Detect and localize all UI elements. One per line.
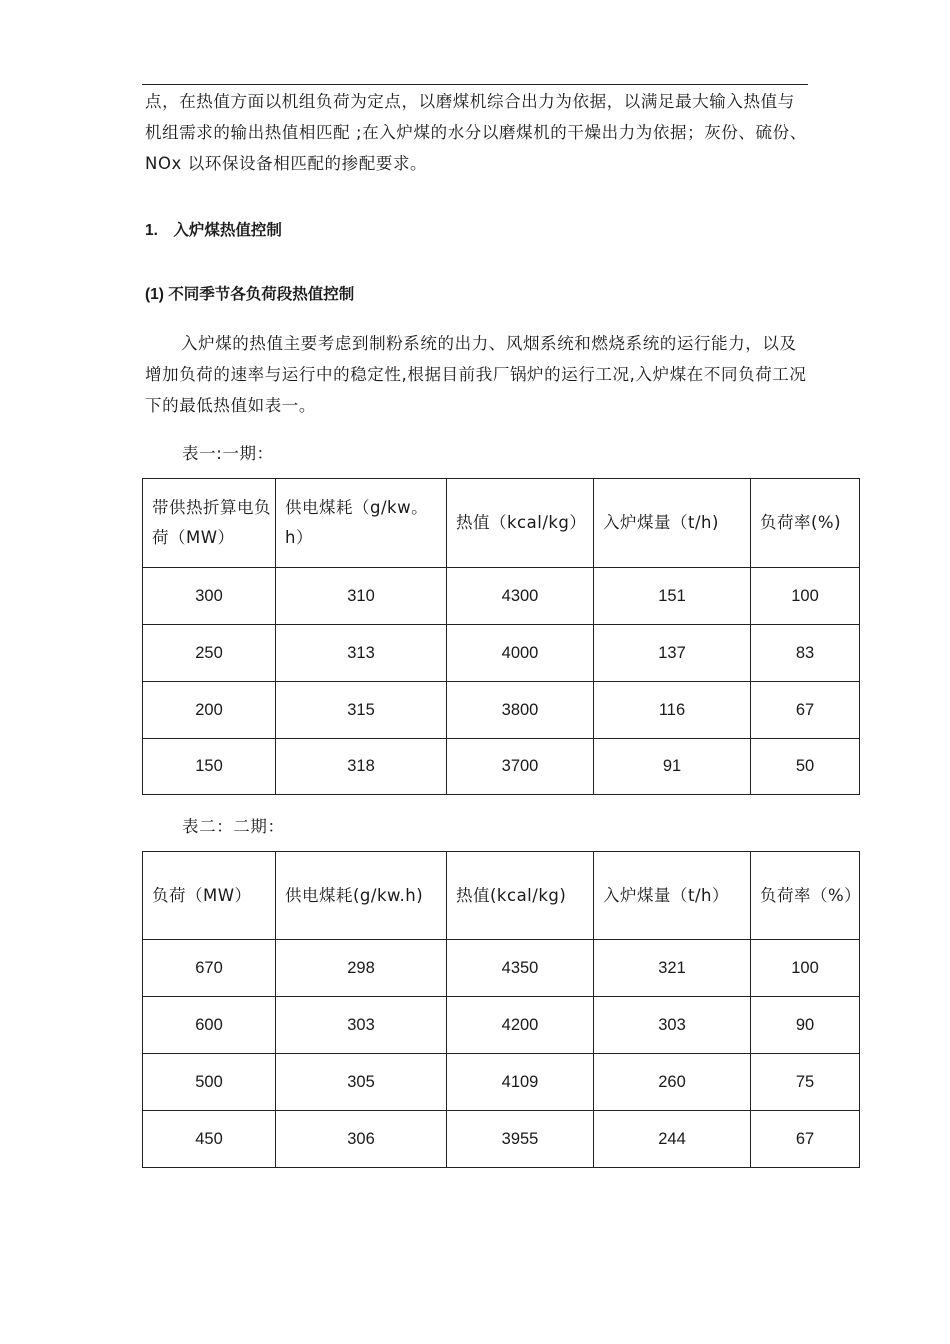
table-cell: 75: [751, 1054, 860, 1111]
table-row: [143, 568, 860, 625]
table1-header-cell: 带供热折算电负荷（MW）: [143, 479, 276, 568]
table-cell: 321: [594, 940, 751, 997]
table1-caption: 表一:一期：: [182, 444, 274, 463]
subsection-heading-1: (1) 不同季节各负荷段热值控制: [145, 286, 355, 303]
table-cell: 4109: [447, 1054, 594, 1111]
table-row: [143, 625, 860, 682]
table2-header-cell: 入炉煤量（t/h）: [594, 852, 751, 940]
table-cell: 4200: [447, 997, 594, 1054]
table-cell: 600: [143, 997, 276, 1054]
table-phase2: [142, 851, 860, 1168]
table1-header-row: [143, 479, 860, 568]
table-cell: 303: [276, 997, 447, 1054]
table-row: [143, 682, 860, 739]
table-cell: 303: [594, 997, 751, 1054]
table2-header-cell: 负荷率（%）: [751, 852, 860, 940]
table-cell: 3700: [447, 739, 594, 795]
table-cell: 318: [276, 739, 447, 795]
table-cell: 50: [751, 739, 860, 795]
table-cell: 91: [594, 739, 751, 795]
table1-header-cell: 入炉煤量（t/h): [594, 479, 751, 568]
table-row: [143, 739, 860, 795]
table-cell: 310: [276, 568, 447, 625]
table-cell: 450: [143, 1111, 276, 1168]
table-cell: 4350: [447, 940, 594, 997]
table-cell: 313: [276, 625, 447, 682]
table2-caption: 表二：二期：: [182, 817, 285, 836]
table-cell: 151: [594, 568, 751, 625]
table-row: [143, 1111, 860, 1168]
table2-header-cell: 供电煤耗(g/kw.h): [276, 852, 447, 940]
table1-header-cell: 负荷率(%): [751, 479, 860, 568]
table-cell: 200: [143, 682, 276, 739]
table-phase1: [142, 478, 860, 795]
table-cell: 67: [751, 1111, 860, 1168]
table-cell: 3955: [447, 1111, 594, 1168]
table-cell: 260: [594, 1054, 751, 1111]
table-cell: 67: [751, 682, 860, 739]
table1-header-cell: 热值（kcal/kg）: [447, 479, 594, 568]
table-cell: 3800: [447, 682, 594, 739]
header-rule: [142, 84, 808, 85]
table-cell: 670: [143, 940, 276, 997]
table1-header-cell: 供电煤耗（g/kw。h）: [276, 479, 447, 568]
table-cell: 100: [751, 940, 860, 997]
table2-header-cell: 负荷（MW）: [143, 852, 276, 940]
table-cell: 250: [143, 625, 276, 682]
table2-header-row: [143, 852, 860, 940]
table-row: [143, 1054, 860, 1111]
table-cell: 150: [143, 739, 276, 795]
table-cell: 116: [594, 682, 751, 739]
table-cell: 300: [143, 568, 276, 625]
table-cell: 100: [751, 568, 860, 625]
table-cell: 306: [276, 1111, 447, 1168]
section-heading-1: 1. 入炉煤热值控制: [145, 222, 282, 239]
table-cell: 4300: [447, 568, 594, 625]
body-paragraph: 入炉煤的热值主要考虑到制粉系统的出力、风烟系统和燃烧系统的运行能力，以及增加负荷的速率与运行中的稳定性,根据目前我厂锅炉的运行工况,入炉煤在不同负荷工况下的最低热值如表一。: [145, 334, 807, 415]
table-cell: 305: [276, 1054, 447, 1111]
table-row: [143, 997, 860, 1054]
table-cell: 315: [276, 682, 447, 739]
table2-header-cell: 热值(kcal/kg): [447, 852, 594, 940]
intro-paragraph: 点，在热值方面以机组负荷为定点，以磨煤机综合出力为依据，以满足最大输入热值与机组需求的输出热值相匹配 ;在入炉煤的水分以磨煤机的干燥出力为依据；灰份、硫份、NOx 以环保设备相匹配的掺配要求。: [145, 92, 807, 173]
table-cell: 90: [751, 997, 860, 1054]
table-cell: 244: [594, 1111, 751, 1168]
table-cell: 83: [751, 625, 860, 682]
table-cell: 298: [276, 940, 447, 997]
table-cell: 137: [594, 625, 751, 682]
table-cell: 4000: [447, 625, 594, 682]
table-row: [143, 940, 860, 997]
table-cell: 500: [143, 1054, 276, 1111]
